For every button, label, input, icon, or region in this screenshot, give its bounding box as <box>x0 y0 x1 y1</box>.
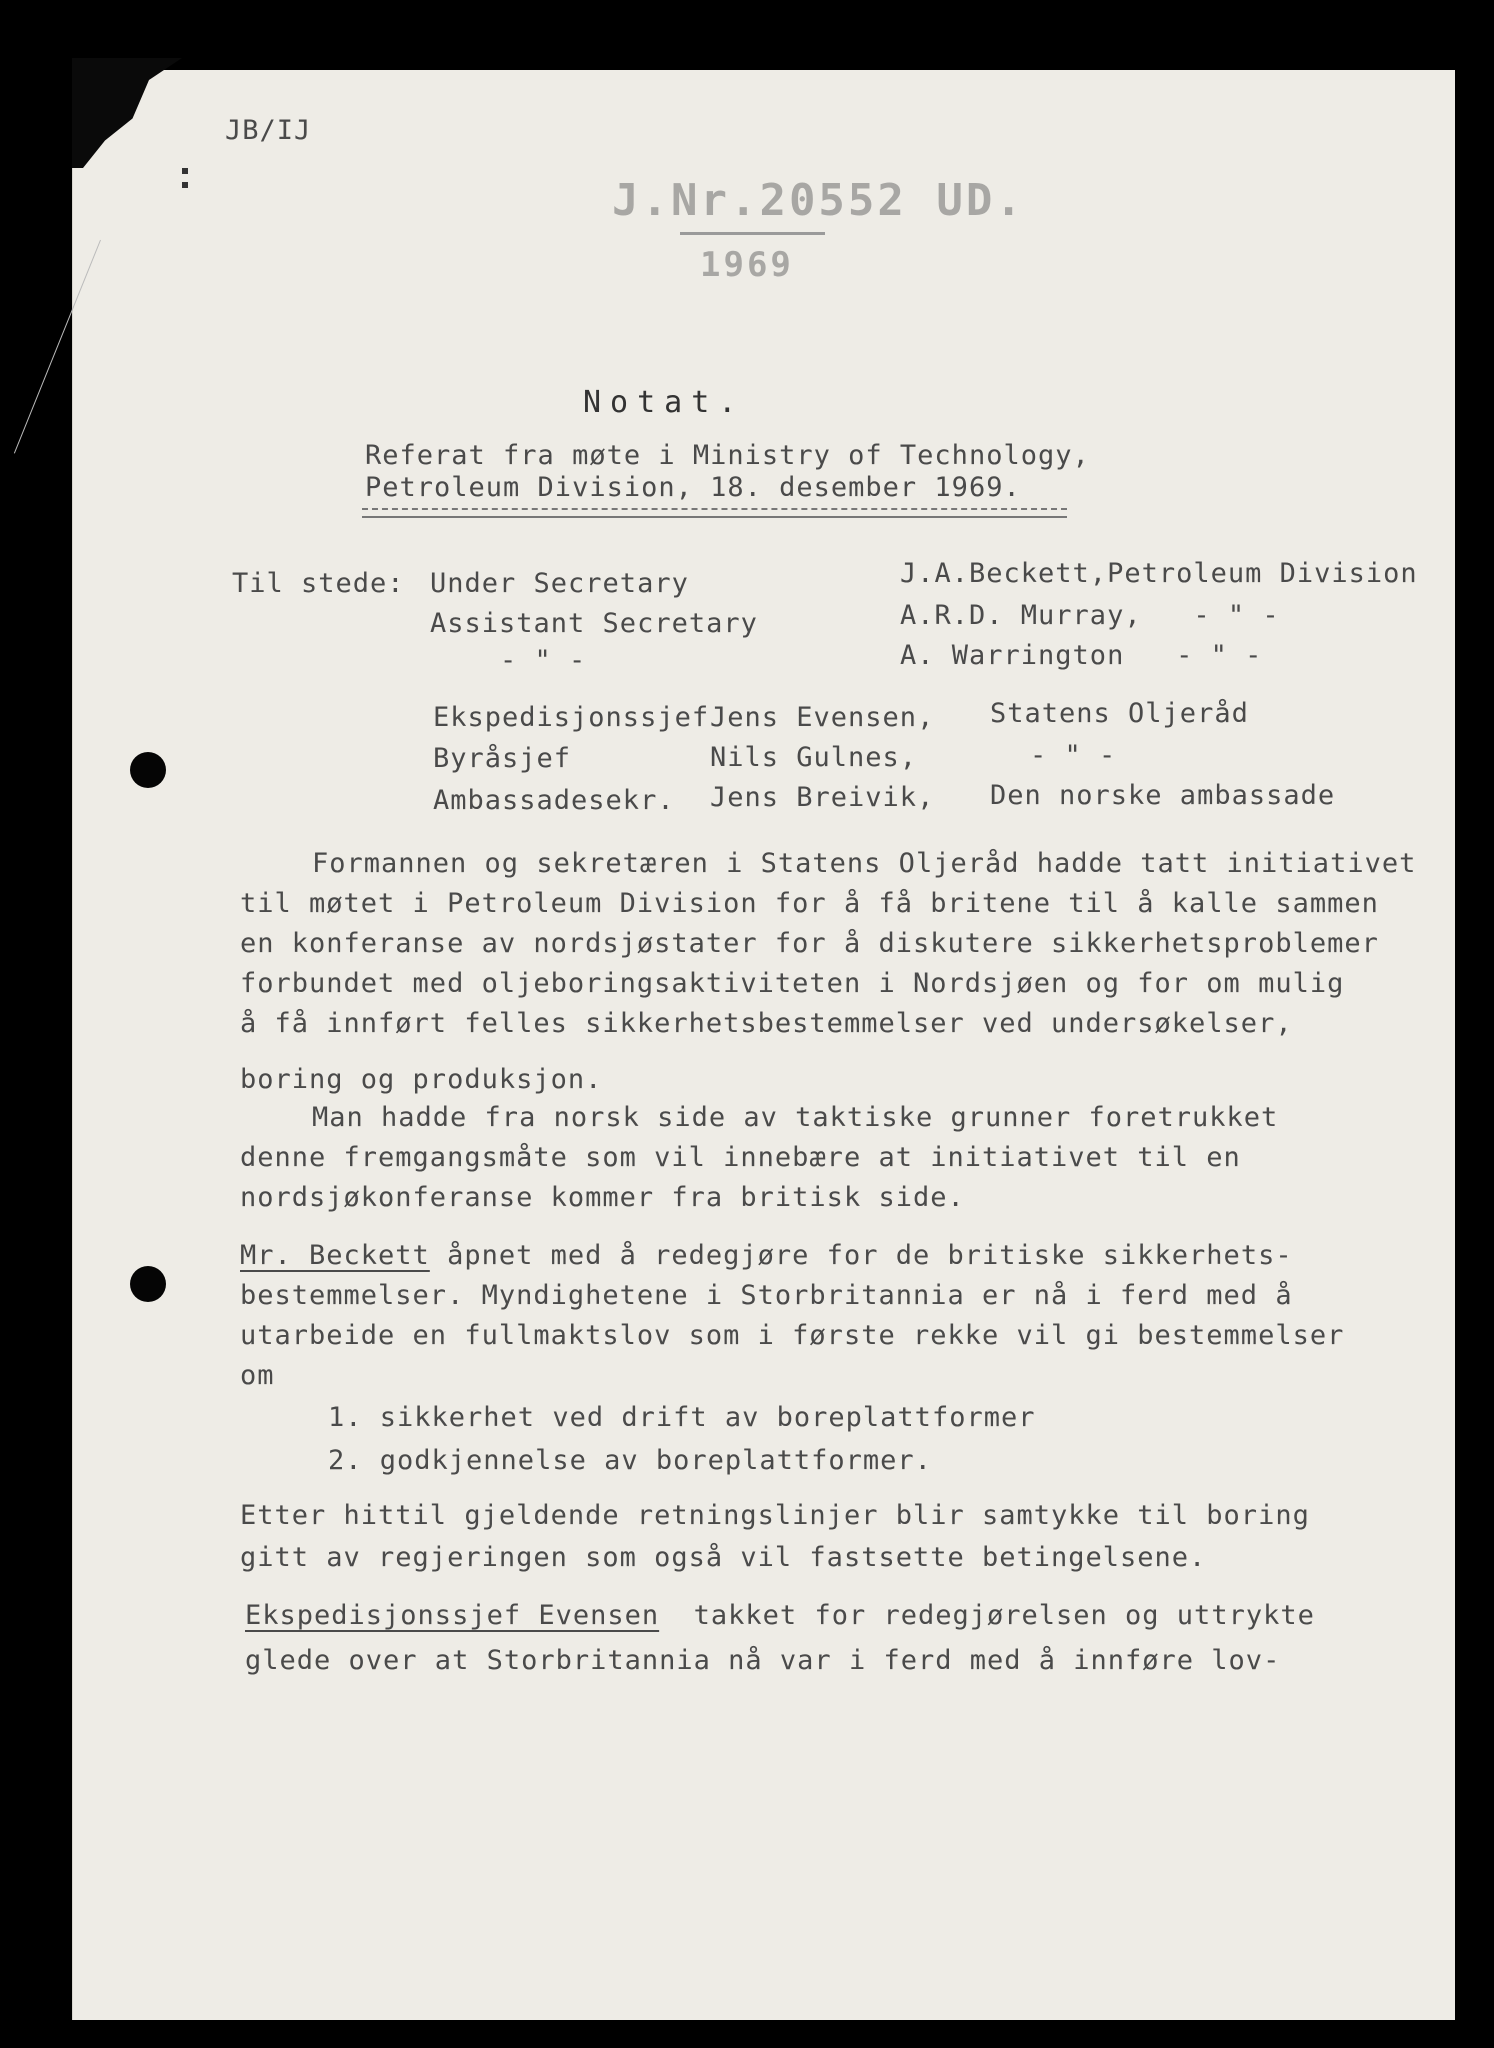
stamp-rule <box>680 232 825 235</box>
punch-hole <box>130 1266 166 1302</box>
paragraph-line: bestemmelser. Myndighetene i Storbritannia er nå i ferd med å <box>240 1280 1293 1311</box>
subtitle-underline <box>362 508 1067 518</box>
paragraph-line: utarbeide en fullmaktslov som i første rekke vil gi bestemmelser <box>240 1320 1345 1351</box>
attendees-label: Til stede: <box>232 568 405 599</box>
attendee-role: Ekspedisjonssjef <box>433 702 710 733</box>
paragraph-line: denne fremgangsmåte som vil innebære at initiativet til en <box>240 1142 1241 1173</box>
attendee-role: Ambassadesekr. <box>433 785 675 816</box>
paragraph-line: å få innført felles sikkerhetsbestemmelser ved undersøkelser, <box>240 1008 1293 1039</box>
attendee-name: Nils Gulnes, <box>710 742 918 773</box>
attendee-role: - " - <box>500 645 587 676</box>
journal-stamp-year: 1969 <box>700 245 794 285</box>
attendee-name: A.R.D. Murray, - " - <box>900 600 1280 631</box>
paragraph-line: boring og produksjon. <box>240 1064 603 1095</box>
list-item: 1. sikkerhet ved drift av boreplattformer <box>328 1402 1036 1433</box>
speaker-name: Ekspedisjonssjef Evensen <box>245 1600 660 1631</box>
paragraph-line: gitt av regjeringen som også vil fastsette betingelsene. <box>240 1542 1207 1573</box>
speaker-name: Mr. Beckett <box>240 1240 430 1271</box>
document-title: Notat. <box>583 385 746 420</box>
paragraph-line: Man hadde fra norsk side av taktiske grunner foretrukket <box>312 1102 1279 1133</box>
margin-mark <box>182 168 188 174</box>
attendee-role: Byråsjef <box>433 743 572 774</box>
paragraph-line: til møtet i Petroleum Division for å få britene til å kalle sammen <box>240 888 1379 919</box>
attendee-org: Statens Oljeråd <box>990 698 1249 729</box>
paragraph-line <box>245 1600 1315 1631</box>
paragraph-line: en konferanse av nordsjøstater for å diskutere sikkerhetsproblemer <box>240 928 1379 959</box>
paragraph-text: takket for redegjørelsen og uttrykte <box>659 1600 1315 1631</box>
paragraph-line <box>240 1240 1293 1271</box>
paragraph-line: Etter hittil gjeldende retningslinjer blir samtykke til boring <box>240 1500 1310 1531</box>
paragraph-line: om <box>240 1360 275 1391</box>
attendee-name: Jens Evensen, <box>710 702 935 733</box>
list-item: 2. godkjennelse av boreplattformer. <box>328 1445 932 1476</box>
paragraph-line: forbundet med oljeboringsaktiviteten i Nordsjøen og for om mulig <box>240 968 1345 999</box>
attendee-name: J.A.Beckett,Petroleum Division <box>900 558 1418 589</box>
attendee-role: Under Secretary <box>430 568 689 599</box>
paragraph-line: Formannen og sekretæren i Statens Oljeråd hadde tatt initiativet <box>312 848 1417 879</box>
punch-hole <box>130 752 166 788</box>
attendee-org: - " - <box>1030 740 1117 771</box>
attendee-name: A. Warrington - " - <box>900 640 1263 671</box>
paragraph-line: nordsjøkonferanse kommer fra britisk side. <box>240 1182 965 1213</box>
margin-mark <box>182 182 188 188</box>
document-page <box>72 70 1455 2020</box>
attendee-name: Jens Breivik, <box>710 782 935 813</box>
attendee-role: Assistant Secretary <box>430 608 758 639</box>
attendee-org: Den norske ambassade <box>990 780 1336 811</box>
initials: JB/IJ <box>225 115 312 146</box>
subtitle-line-1: Referat fra møte i Ministry of Technology, <box>365 440 1090 471</box>
paragraph-text: åpnet med å redegjøre for de britiske sikkerhets- <box>429 1240 1293 1271</box>
paragraph-line: glede over at Storbritannia nå var i ferd med å innføre lov- <box>245 1645 1281 1676</box>
subtitle-line-2: Petroleum Division, 18. desember 1969. <box>365 472 1021 503</box>
journal-stamp: J.Nr.20552 UD. <box>612 175 1025 226</box>
